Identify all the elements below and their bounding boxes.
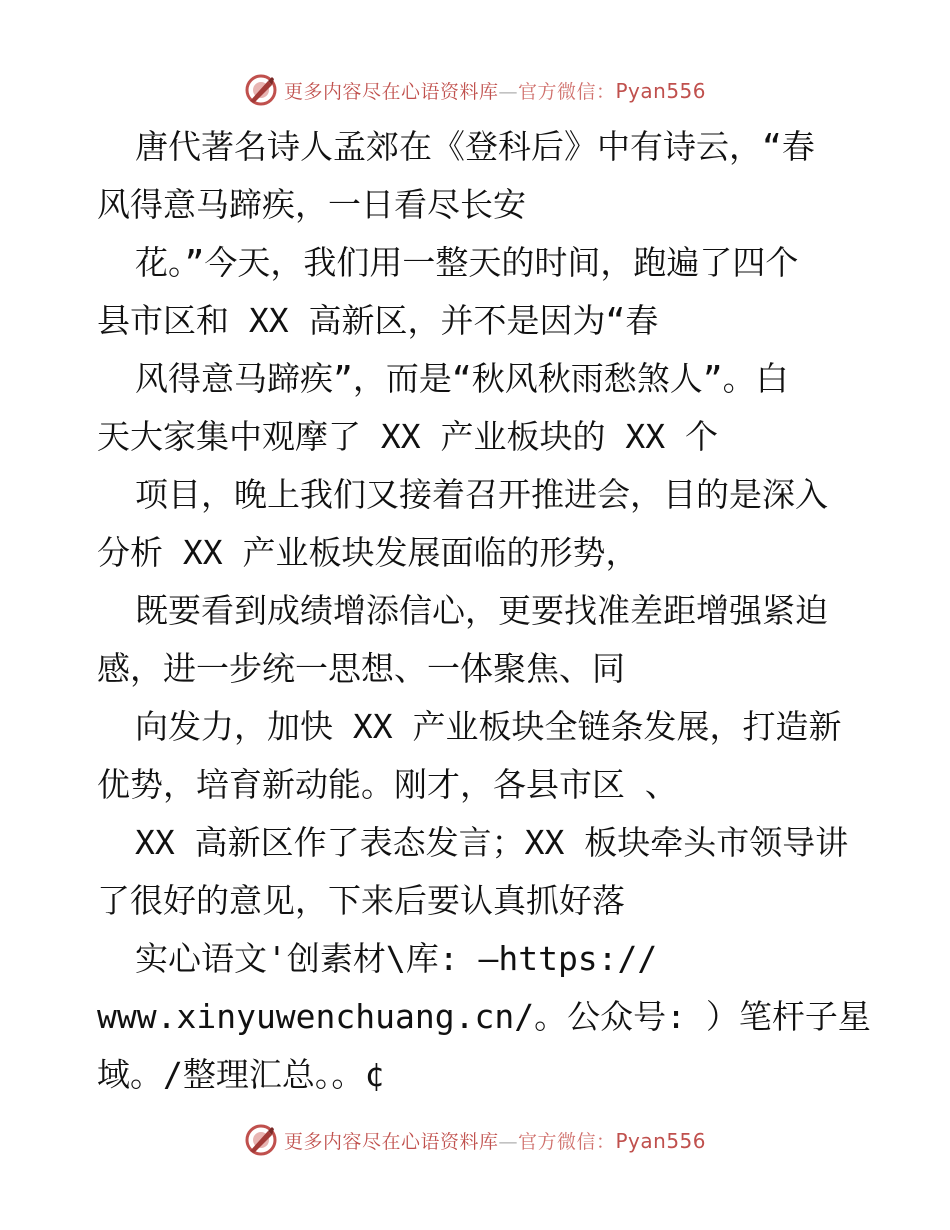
banner-dash: — [498,80,518,103]
text-line: 向发力，加快 XX 产业板块全链条发展，打造新 [135,707,842,746]
text-line: 项目，晚上我们又接着召开推进会，目的是深入 [135,475,828,514]
text-line: 既要看到成绩增添信心，更要找准差距增强紧迫 [135,591,828,630]
body-text [97,118,871,1104]
text-line: 了很好的意见，下来后要认真抓好落 [97,881,625,920]
pen-circle-logo-icon [244,1123,278,1157]
pen-circle-logo-icon [244,73,278,107]
header-banner [0,68,950,112]
text-line: 分析 XX 产业板块发展面临的形势， [97,533,639,572]
banner-handle: Pyan556 [615,78,707,103]
banner-text [284,1127,706,1154]
banner-text [284,77,706,104]
text-line: XX 高新区作了表态发言；XX 板块牵头市领导讲 [135,823,849,862]
banner-label: 官方微信： [517,1130,616,1153]
banner-label: 官方微信： [517,80,616,103]
text-line: 域。/整理汇总。。¢ [97,1055,385,1094]
text-line: 风得意马蹄疾”，而是“秋风秋雨愁煞人”。白 [135,359,789,398]
footer-banner [0,1118,950,1162]
text-line: 优势，培育新动能。刚才，各县市区 、 [97,765,678,804]
text-line: www.xinyuwenchuang.cn/。公众号: ）笔杆子星 [97,997,871,1036]
text-line: 天大家集中观摩了 XX 产业板块的 XX 个 [97,417,718,456]
banner-main-text: 更多内容尽在心语资料库 [283,80,499,103]
text-line: 风得意马蹄疾，一日看尽长安 [97,185,526,224]
banner-main-text: 更多内容尽在心语资料库 [283,1130,499,1153]
text-line: 感，进一步统一思想、一体聚焦、同 [97,649,625,688]
text-line: 实心语文'创素材\库: —https:// [135,939,658,978]
banner-dash: — [498,1130,518,1153]
text-line: 花。”今天，我们用一整天的时间，跑遍了四个 [135,243,799,282]
banner-handle: Pyan556 [615,1128,707,1153]
text-line: 县市区和 XX 高新区，并不是因为“春 [97,301,659,340]
text-line: 唐代著名诗人孟郊在《登科后》中有诗云，“春 [135,127,815,166]
